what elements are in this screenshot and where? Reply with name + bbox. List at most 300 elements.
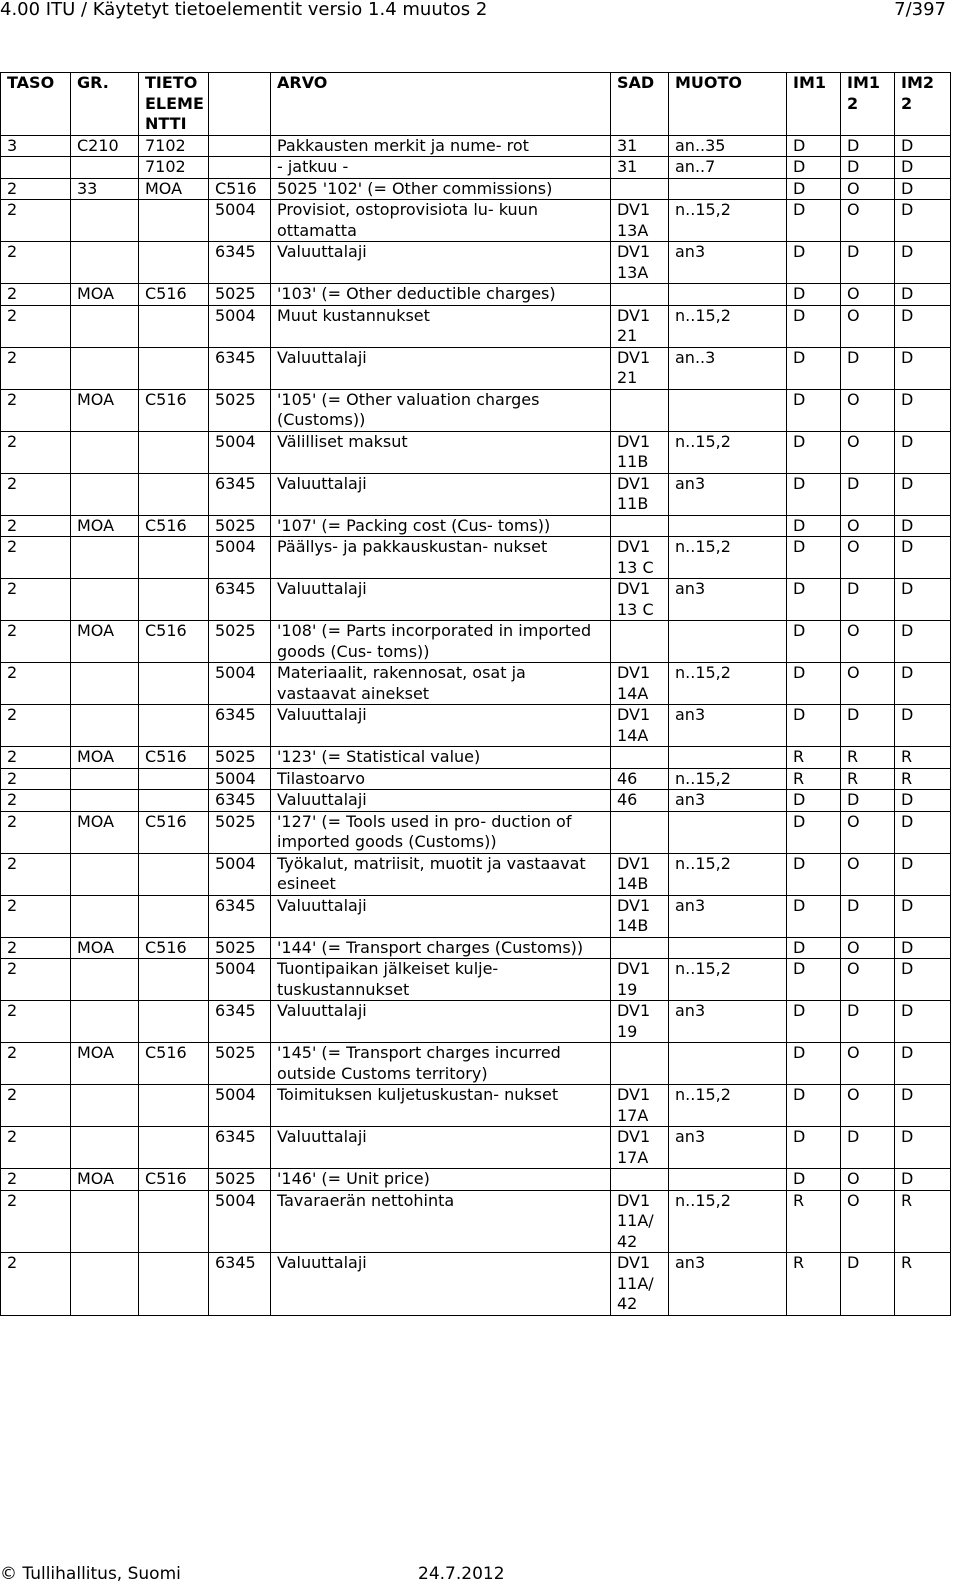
table-cell (139, 1253, 209, 1316)
table-cell (139, 242, 209, 284)
table-cell: 5004 (209, 305, 271, 347)
table-cell: O (841, 284, 895, 306)
column-header: IM1 2 (841, 73, 895, 136)
table-cell (611, 621, 669, 663)
table-row (1, 663, 951, 705)
table-cell: 31 (611, 135, 669, 157)
table-cell: O (841, 1043, 895, 1085)
table-cell: MOA (71, 389, 139, 431)
table-row (1, 135, 951, 157)
table-cell: D (787, 895, 841, 937)
table-row (1, 768, 951, 790)
table-cell: C516 (139, 747, 209, 769)
table-cell: D (787, 959, 841, 1001)
table-cell: 2 (1, 284, 71, 306)
table-cell (71, 1190, 139, 1253)
table-cell: Valuuttalaji (271, 790, 611, 812)
table-cell (139, 663, 209, 705)
table-cell: 7102 (139, 157, 209, 179)
table-cell: 2 (1, 895, 71, 937)
table-cell: D (841, 895, 895, 937)
table-cell: 5025 '102' (= Other commissions) (271, 178, 611, 200)
table-cell: 5025 (209, 1043, 271, 1085)
table-cell: Toimituksen kuljetuskustan- nukset (271, 1085, 611, 1127)
table-cell: D (895, 1001, 951, 1043)
table-row (1, 1127, 951, 1169)
table-cell: n..15,2 (669, 768, 787, 790)
table-cell: O (841, 811, 895, 853)
table-cell: MOA (71, 937, 139, 959)
table-cell: R (895, 1253, 951, 1316)
table-cell (139, 579, 209, 621)
column-header: GR. (71, 73, 139, 136)
table-cell: 2 (1, 579, 71, 621)
table-cell: D (787, 242, 841, 284)
table-cell: 2 (1, 178, 71, 200)
table-cell (669, 1169, 787, 1191)
table-cell: D (787, 431, 841, 473)
table-cell: O (841, 663, 895, 705)
table-cell: D (787, 790, 841, 812)
table-cell: O (841, 537, 895, 579)
table-cell: Valuuttalaji (271, 1001, 611, 1043)
table-cell: D (841, 242, 895, 284)
table-cell: D (895, 178, 951, 200)
table-cell: n..15,2 (669, 853, 787, 895)
table-cell: D (895, 705, 951, 747)
table-cell: D (787, 515, 841, 537)
table-cell: R (895, 1190, 951, 1253)
table-cell (71, 431, 139, 473)
table-row (1, 747, 951, 769)
table-cell: R (787, 768, 841, 790)
table-cell: Päällys- ja pakkauskustan- nukset (271, 537, 611, 579)
table-cell: D (787, 537, 841, 579)
table-cell: an3 (669, 790, 787, 812)
table-cell (611, 937, 669, 959)
table-cell: 5004 (209, 431, 271, 473)
table-cell: 5025 (209, 389, 271, 431)
table-cell (71, 768, 139, 790)
table-cell: D (895, 157, 951, 179)
table-cell: D (895, 1127, 951, 1169)
table-cell: Valuuttalaji (271, 895, 611, 937)
table-cell: 5004 (209, 853, 271, 895)
table-cell: MOA (139, 178, 209, 200)
table-cell (71, 1085, 139, 1127)
table-cell: 2 (1, 1001, 71, 1043)
table-cell: DV1 13 C (611, 537, 669, 579)
table-cell: D (895, 200, 951, 242)
table-cell: 5004 (209, 768, 271, 790)
column-header: ARVO (271, 73, 611, 136)
table-cell (669, 1043, 787, 1085)
table-cell: O (841, 1169, 895, 1191)
table-cell (71, 305, 139, 347)
table-cell: 2 (1, 705, 71, 747)
table-cell: MOA (71, 515, 139, 537)
table-cell (139, 705, 209, 747)
table-cell: '107' (= Packing cost (Cus- toms)) (271, 515, 611, 537)
table-cell: O (841, 305, 895, 347)
table-cell (611, 284, 669, 306)
table-cell: C516 (139, 1169, 209, 1191)
table-cell: 2 (1, 768, 71, 790)
table-cell: 2 (1, 347, 71, 389)
table-cell: D (787, 284, 841, 306)
table-cell (1, 157, 71, 179)
table-cell: an3 (669, 473, 787, 515)
table-cell: R (787, 747, 841, 769)
table-cell: O (841, 431, 895, 473)
table-cell: R (787, 1253, 841, 1316)
table-cell: C516 (139, 937, 209, 959)
table-cell: 2 (1, 621, 71, 663)
table-cell (71, 895, 139, 937)
table-cell: D (787, 1001, 841, 1043)
table-cell: D (895, 937, 951, 959)
table-cell: D (787, 1127, 841, 1169)
table-cell: D (841, 790, 895, 812)
table-cell: MOA (71, 284, 139, 306)
table-cell: O (841, 1190, 895, 1253)
table-cell: 5004 (209, 959, 271, 1001)
table-cell (71, 663, 139, 705)
table-cell: D (895, 621, 951, 663)
table-cell: D (787, 200, 841, 242)
table-cell (71, 579, 139, 621)
page-number: 7/397 (894, 0, 946, 20)
table-cell: D (895, 347, 951, 389)
table-row (1, 579, 951, 621)
table-cell: C516 (139, 811, 209, 853)
table-cell: D (895, 1085, 951, 1127)
table-row (1, 389, 951, 431)
table-cell: DV1 19 (611, 1001, 669, 1043)
table-cell: D (895, 895, 951, 937)
table-cell: 5025 (209, 747, 271, 769)
table-cell: C516 (139, 515, 209, 537)
table-cell: D (895, 663, 951, 705)
table-cell (139, 853, 209, 895)
column-header: IM2 2 (895, 73, 951, 136)
table-cell: 5025 (209, 284, 271, 306)
table-cell: DV1 21 (611, 305, 669, 347)
table-cell: D (787, 157, 841, 179)
table-cell (139, 347, 209, 389)
table-row (1, 621, 951, 663)
table-cell: '144' (= Transport charges (Customs)) (271, 937, 611, 959)
table-cell: O (841, 389, 895, 431)
footer-date: 24.7.2012 (418, 1564, 505, 1584)
table-cell (139, 473, 209, 515)
table-cell: 2 (1, 537, 71, 579)
table-cell: DV1 13A (611, 242, 669, 284)
table-row (1, 1043, 951, 1085)
table-cell (611, 515, 669, 537)
table-cell: 2 (1, 1190, 71, 1253)
table-cell (611, 811, 669, 853)
page-header (0, 0, 960, 38)
table-cell: Valuuttalaji (271, 579, 611, 621)
table-cell (139, 200, 209, 242)
table-cell: '103' (= Other deductible charges) (271, 284, 611, 306)
table-body (1, 135, 951, 1315)
table-cell: D (787, 1043, 841, 1085)
table-cell (139, 790, 209, 812)
table-cell (611, 389, 669, 431)
table-cell: D (895, 811, 951, 853)
table-cell: D (787, 937, 841, 959)
table-row (1, 811, 951, 853)
table-cell: an..35 (669, 135, 787, 157)
table-cell: DV1 17A (611, 1085, 669, 1127)
table-cell: O (841, 1085, 895, 1127)
table-cell: O (841, 853, 895, 895)
table-row (1, 473, 951, 515)
table-cell: O (841, 959, 895, 1001)
table-cell: DV1 19 (611, 959, 669, 1001)
table-cell: '105' (= Other valuation charges (Customs)) (271, 389, 611, 431)
page-footer (0, 1564, 960, 1590)
table-cell (71, 473, 139, 515)
table-cell: DV1 13 C (611, 579, 669, 621)
table-cell: 6345 (209, 1253, 271, 1316)
table-cell: D (895, 305, 951, 347)
table-cell: 2 (1, 389, 71, 431)
table-cell: 2 (1, 200, 71, 242)
table-cell (71, 853, 139, 895)
table-cell: 2 (1, 473, 71, 515)
table-cell: '145' (= Transport charges incurred outside Customs territory) (271, 1043, 611, 1085)
table-cell: n..15,2 (669, 663, 787, 705)
table-cell (71, 790, 139, 812)
table-row (1, 1253, 951, 1316)
table-cell: DV1 14A (611, 663, 669, 705)
table-cell: D (895, 284, 951, 306)
table-cell: D (841, 579, 895, 621)
table-cell: n..15,2 (669, 1085, 787, 1127)
table-cell (139, 959, 209, 1001)
table-cell: Materiaalit, rakennosat, osat ja vastaavat ainekset (271, 663, 611, 705)
table-cell: D (787, 135, 841, 157)
table-cell (611, 1043, 669, 1085)
table-cell: an3 (669, 1001, 787, 1043)
table-cell (209, 135, 271, 157)
table-cell: O (841, 178, 895, 200)
document-title: 4.00 ITU / Käytetyt tietoelementit versio 1.4 muutos 2 (0, 0, 488, 20)
table-cell: DV1 11A/ 42 (611, 1190, 669, 1253)
table-cell: DV1 13A (611, 200, 669, 242)
table-row (1, 937, 951, 959)
table-cell: 2 (1, 811, 71, 853)
table-cell: C210 (71, 135, 139, 157)
table-cell: D (787, 347, 841, 389)
table-cell: D (895, 1169, 951, 1191)
table-cell (139, 1001, 209, 1043)
table-cell: 5025 (209, 1169, 271, 1191)
table-cell: an..7 (669, 157, 787, 179)
table-cell: R (841, 747, 895, 769)
table-cell: D (787, 705, 841, 747)
table-cell: 2 (1, 1169, 71, 1191)
table-cell (669, 747, 787, 769)
table-cell: an3 (669, 579, 787, 621)
table-cell: D (787, 389, 841, 431)
table-row (1, 853, 951, 895)
table-cell: DV1 11B (611, 473, 669, 515)
table-row (1, 242, 951, 284)
table-cell: D (895, 853, 951, 895)
table-cell: 31 (611, 157, 669, 179)
table-cell (139, 895, 209, 937)
table-cell: 2 (1, 853, 71, 895)
table-cell: 2 (1, 305, 71, 347)
table-row (1, 1085, 951, 1127)
table-cell: DV1 14B (611, 895, 669, 937)
table-cell: Muut kustannukset (271, 305, 611, 347)
table-cell: MOA (71, 1043, 139, 1085)
table-cell: C516 (139, 389, 209, 431)
table-cell: D (787, 579, 841, 621)
table-cell: 2 (1, 242, 71, 284)
table-cell: D (895, 579, 951, 621)
table-cell: R (895, 747, 951, 769)
table-row (1, 200, 951, 242)
table-cell: R (841, 768, 895, 790)
table-cell: D (895, 473, 951, 515)
table-cell: C516 (209, 178, 271, 200)
table-cell: 2 (1, 1043, 71, 1085)
table-row (1, 284, 951, 306)
table-cell: Valuuttalaji (271, 242, 611, 284)
table-cell (139, 537, 209, 579)
table-cell (669, 178, 787, 200)
table-cell: C516 (139, 621, 209, 663)
table-row (1, 959, 951, 1001)
table-cell: 6345 (209, 579, 271, 621)
table-cell: 6345 (209, 705, 271, 747)
table-header-row (1, 73, 951, 136)
table-cell: O (841, 621, 895, 663)
table-cell: D (841, 347, 895, 389)
table-cell: DV1 14B (611, 853, 669, 895)
table-cell: MOA (71, 621, 139, 663)
table-cell: Provisiot, ostoprovisiota lu- kuun ottamatta (271, 200, 611, 242)
table-cell: 7102 (139, 135, 209, 157)
table-cell: '123' (= Statistical value) (271, 747, 611, 769)
table-cell (669, 389, 787, 431)
table-cell: 5025 (209, 937, 271, 959)
table-cell: 2 (1, 937, 71, 959)
table-cell: D (895, 790, 951, 812)
table-cell: R (787, 1190, 841, 1253)
table-cell: 6345 (209, 347, 271, 389)
table-cell: Välilliset maksut (271, 431, 611, 473)
table-row (1, 537, 951, 579)
table-row (1, 790, 951, 812)
table-cell: D (787, 853, 841, 895)
table-cell: 2 (1, 1127, 71, 1169)
column-header: MUOTO (669, 73, 787, 136)
table-cell: D (787, 1169, 841, 1191)
table-cell (669, 621, 787, 663)
table-cell: C516 (139, 284, 209, 306)
table-cell: D (787, 1085, 841, 1127)
table-cell: 5004 (209, 663, 271, 705)
copyright-text: © Tullihallitus, Suomi (0, 1564, 181, 1584)
table-cell: n..15,2 (669, 305, 787, 347)
table-cell: 3 (1, 135, 71, 157)
table-cell: DV1 11A/ 42 (611, 1253, 669, 1316)
table-cell: an..3 (669, 347, 787, 389)
table-cell: an3 (669, 705, 787, 747)
table-cell: D (895, 537, 951, 579)
table-cell (71, 959, 139, 1001)
table-cell: DV1 17A (611, 1127, 669, 1169)
table-row (1, 347, 951, 389)
table-row (1, 431, 951, 473)
table-cell: 2 (1, 431, 71, 473)
table-cell (71, 705, 139, 747)
table-cell: D (787, 305, 841, 347)
table-cell (669, 937, 787, 959)
table-cell: MOA (71, 811, 139, 853)
table-cell: Valuuttalaji (271, 705, 611, 747)
table-cell (611, 1169, 669, 1191)
table-cell: D (895, 515, 951, 537)
table-cell (71, 157, 139, 179)
table-cell (139, 1127, 209, 1169)
table-cell: n..15,2 (669, 959, 787, 1001)
table-cell: D (841, 473, 895, 515)
table-cell: D (895, 242, 951, 284)
table-cell: 46 (611, 768, 669, 790)
table-cell: 33 (71, 178, 139, 200)
column-header: IM1 (787, 73, 841, 136)
table-cell: D (895, 135, 951, 157)
table-cell: '108' (= Parts incorporated in imported goods (Cus- toms)) (271, 621, 611, 663)
table-row (1, 1001, 951, 1043)
table-cell: D (787, 178, 841, 200)
table-cell (139, 305, 209, 347)
table-cell: R (895, 768, 951, 790)
table-cell (611, 747, 669, 769)
table-cell: D (787, 621, 841, 663)
table-row (1, 157, 951, 179)
table-cell: 5004 (209, 1085, 271, 1127)
table-cell (139, 1190, 209, 1253)
table-cell: 6345 (209, 790, 271, 812)
table-cell (71, 242, 139, 284)
table-cell: 2 (1, 515, 71, 537)
table-cell: an3 (669, 895, 787, 937)
table-cell: Tavaraerän nettohinta (271, 1190, 611, 1253)
table-cell: 2 (1, 747, 71, 769)
table-cell: 5004 (209, 1190, 271, 1253)
column-header: TIETOELEMENTTI (139, 73, 209, 136)
table-cell: 5025 (209, 621, 271, 663)
table-cell: 2 (1, 663, 71, 705)
table-row (1, 305, 951, 347)
table-cell: 46 (611, 790, 669, 812)
table-cell: D (841, 1127, 895, 1169)
table-cell (71, 200, 139, 242)
table-cell: DV1 14A (611, 705, 669, 747)
table-cell: O (841, 200, 895, 242)
table-cell: D (787, 663, 841, 705)
table-cell: 2 (1, 1253, 71, 1316)
